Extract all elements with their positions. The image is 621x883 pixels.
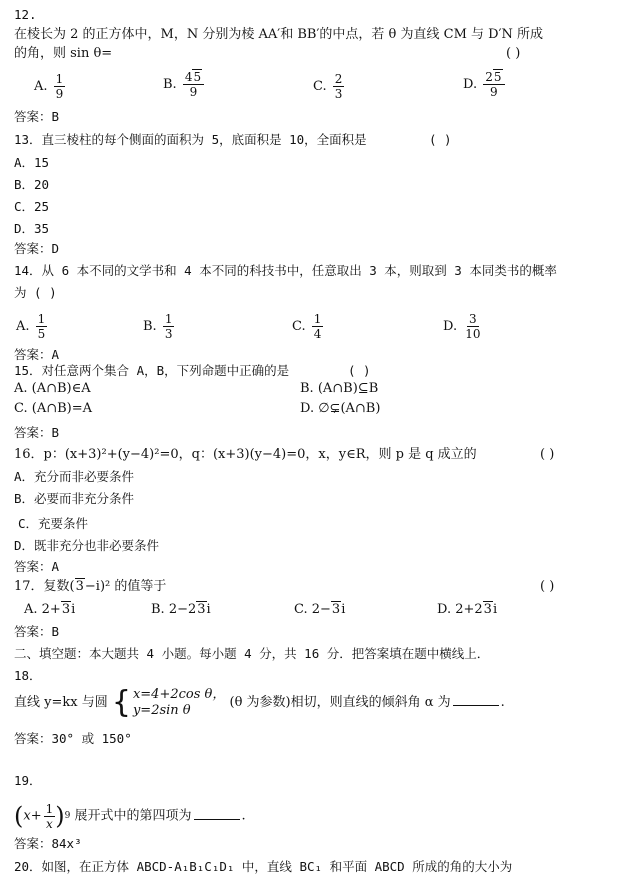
q16-stem: 16．p：(x+3)²+(y−4)²=0，q：(x+3)(y−4)=0，x，y∈R，则 p 是 q 成立的 <box>14 447 477 462</box>
q19-answer: 答案：84x³ <box>14 836 82 851</box>
q17-option-c: C. 2−3i <box>294 602 346 617</box>
q13-paren: ( ) <box>429 132 452 147</box>
q12-stem-line1: 在棱长为 2 的正方体中，M，N 分别为棱 AA′和 BB′的中点，若 θ 为直线 CM 与 D′N 所成 <box>14 27 544 42</box>
q15-option-b: B. (A∩B)⊆B <box>300 381 379 396</box>
q18-answer: 答案：30° 或 150° <box>14 731 132 746</box>
q19-number: 19． <box>14 773 42 788</box>
section2-heading: 二、填空题：本大题共 4 小题。每小题 4 分，共 16 分．把答案填在题中横线上． <box>14 646 490 661</box>
q19-stem: (x+ $\frac{1}{x}$ )$^9$ 展开式中的第四项为 . <box>14 801 246 831</box>
q15-answer: 答案：B <box>14 425 60 440</box>
q18-stem: 直线 y=kx 与圆 { x=4+2cos θ， y=2sin θ (θ 为参数)相切，则直线的倾斜角 α 为 . <box>14 684 505 720</box>
q17-option-a: A. 2+3i <box>24 602 76 617</box>
q17-paren: ( ) <box>540 579 555 594</box>
q14-stem-line2: 为 ( ) <box>14 285 57 300</box>
q14-option-c: C. $\frac{1}{4}$ <box>292 312 322 341</box>
q14-option-b: B. $\frac{1}{3}$ <box>143 312 173 341</box>
q14-stem-line1: 14．从 6 本不同的文学书和 4 本不同的科技书中，任意取出 3 本，则取到 3 本同类书的概率 <box>14 263 557 278</box>
q19-answer-blank <box>194 807 240 820</box>
q12-option-d: D. $\frac{25}{9}$ <box>463 70 505 99</box>
q20-stem: 20．如图，在正方体 ABCD-A₁B₁C₁D₁ 中，直线 BC₁ 和平面 ABCD 所成的角的大小为 <box>14 859 513 874</box>
q12-stem-line2: 的角，则 sin θ= <box>14 46 113 61</box>
q13-stem: 13．直三棱柱的每个侧面的面积为 5，底面积是 10，全面积是 <box>14 132 367 147</box>
q15-option-c: C. (A∩B)=A <box>14 401 93 416</box>
q13-option-c: C．25 <box>14 199 50 214</box>
q16-option-b: B．必要而非充分条件 <box>14 491 135 506</box>
q12-number: 12. <box>14 7 37 22</box>
q12-paren: ( ) <box>506 46 521 61</box>
q15-stem: 15．对任意两个集合 A，B，下列命题中正确的是 <box>14 363 290 378</box>
q15-option-d: D. ∅⊊(A∩B) <box>300 401 381 416</box>
q15-option-a: A. (A∩B)∈A <box>14 381 91 396</box>
q16-option-d: D．既非充分也非必要条件 <box>14 538 160 553</box>
q18-answer-blank <box>453 693 499 706</box>
q12-option-a: A. $\frac{1}{9}$ <box>34 72 64 101</box>
q17-stem: 17．复数(3−i)² 的值等于 <box>14 579 167 594</box>
q16-paren: ( ) <box>540 447 555 462</box>
q14-answer: 答案：A <box>14 347 60 362</box>
q17-option-b: B. 2−23i <box>151 602 211 617</box>
q17-answer: 答案：B <box>14 624 60 639</box>
q16-answer: 答案：A <box>14 559 60 574</box>
q14-option-a: A. $\frac{1}{5}$ <box>16 312 46 341</box>
q12-option-b: B. $\frac{45}{9}$ <box>163 70 204 99</box>
q15-paren: ( ) <box>348 363 371 378</box>
q13-option-a: A．15 <box>14 155 50 170</box>
q16-option-c: C．充要条件 <box>18 516 89 531</box>
q16-option-a: A．充分而非必要条件 <box>14 469 135 484</box>
q12-option-c: C. $\frac{2}{3}$ <box>313 72 343 101</box>
q12-answer: 答案：B <box>14 109 60 124</box>
q17-option-d: D. 2+23i <box>437 602 498 617</box>
q13-answer: 答案：D <box>14 241 60 256</box>
q13-option-b: B．20 <box>14 177 50 192</box>
q18-number: 18． <box>14 668 42 683</box>
q14-option-d: D. $\frac{3}{10}$ <box>443 312 481 341</box>
q13-option-d: D．35 <box>14 221 50 236</box>
